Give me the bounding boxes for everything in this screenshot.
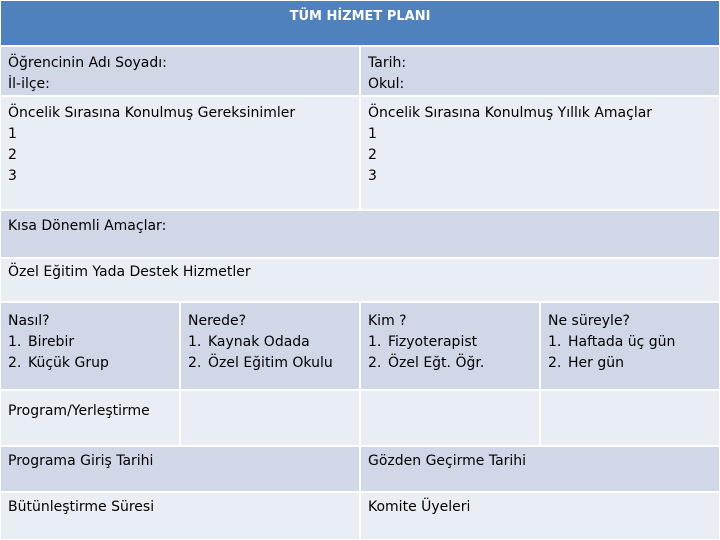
review-date-label: Gözden Geçirme Tarihi: [368, 453, 527, 469]
how-heading: Nasıl?: [8, 313, 50, 329]
goals-heading: Öncelik Sırasına Konulmuş Yıllık Amaçlar: [368, 105, 653, 121]
short-term-goals-label: Kısa Dönemli Amaçlar:: [8, 218, 167, 234]
review-date-cell: [360, 446, 720, 492]
entry-date-label: Programa Giriş Tarihi: [8, 453, 154, 469]
who-item-number: 2.: [368, 355, 382, 371]
province-label: İl-ilçe:: [8, 76, 50, 92]
entry-date-cell: [0, 446, 360, 492]
goals-item: 1: [368, 126, 377, 142]
placement-empty-cell: [360, 390, 540, 446]
placement-empty-cell: [180, 390, 360, 446]
needs-cell: [0, 96, 360, 210]
who-item-text: Özel Eğt. Öğr.: [388, 355, 485, 371]
form-title: [0, 0, 720, 46]
where-item-number: 1.: [188, 334, 202, 350]
how-item: [8, 353, 172, 374]
where-heading: Nerede?: [188, 313, 247, 329]
duration-item-text: Haftada üç gün: [568, 334, 676, 350]
needs-item: 2: [8, 147, 17, 163]
how-item: [8, 332, 172, 353]
duration-item-number: 2.: [548, 355, 562, 371]
where-item-text: Kaynak Odada: [208, 334, 310, 350]
duration-cell: [540, 302, 720, 390]
date-label: Tarih:: [368, 55, 407, 71]
needs-heading: Öncelik Sırasına Konulmuş Gereksinimler: [8, 105, 296, 121]
date-school-cell: [360, 46, 720, 96]
goals-item: 2: [368, 147, 377, 163]
services-cell: [0, 258, 720, 302]
how-cell: [0, 302, 180, 390]
duration-item-text: Her gün: [568, 355, 624, 371]
committee-members-cell: [360, 492, 720, 540]
placement-label: Program/Yerleştirme: [8, 403, 150, 419]
who-item: [368, 332, 532, 353]
where-item-text: Özel Eğitim Okulu: [208, 355, 333, 371]
who-cell: [360, 302, 540, 390]
services-label: Özel Eğitim Yada Destek Hizmetler: [8, 264, 251, 280]
who-item: [368, 353, 532, 374]
who-heading: Kim ?: [368, 313, 407, 329]
committee-members-label: Komite Üyeleri: [368, 499, 471, 515]
needs-item: 3: [8, 168, 17, 184]
integration-period-label: Bütünleştirme Süresi: [8, 499, 155, 515]
how-item-number: 1.: [8, 334, 22, 350]
form-title-text: TÜM HİZMET PLANI: [289, 9, 431, 24]
where-item-number: 2.: [188, 355, 202, 371]
placement-empty-cell: [540, 390, 720, 446]
duration-item-number: 1.: [548, 334, 562, 350]
needs-item: 1: [8, 126, 17, 142]
integration-period-cell: [0, 492, 360, 540]
student-info-cell: [0, 46, 360, 96]
where-item: [188, 332, 352, 353]
goals-cell: [360, 96, 720, 210]
how-item-text: Küçük Grup: [28, 355, 109, 371]
duration-heading: Ne süreyle?: [548, 313, 630, 329]
how-item-text: Birebir: [28, 334, 75, 350]
how-item-number: 2.: [8, 355, 22, 371]
short-term-goals-cell: [0, 210, 720, 258]
duration-item: [548, 332, 712, 353]
where-cell: [180, 302, 360, 390]
placement-cell: [0, 390, 180, 446]
goals-item: 3: [368, 168, 377, 184]
who-item-number: 1.: [368, 334, 382, 350]
student-name-label: Öğrencinin Adı Soyadı:: [8, 55, 167, 71]
school-label: Okul:: [368, 76, 405, 92]
who-item-text: Fizyoterapist: [388, 334, 478, 350]
duration-item: [548, 353, 712, 374]
where-item: [188, 353, 352, 374]
